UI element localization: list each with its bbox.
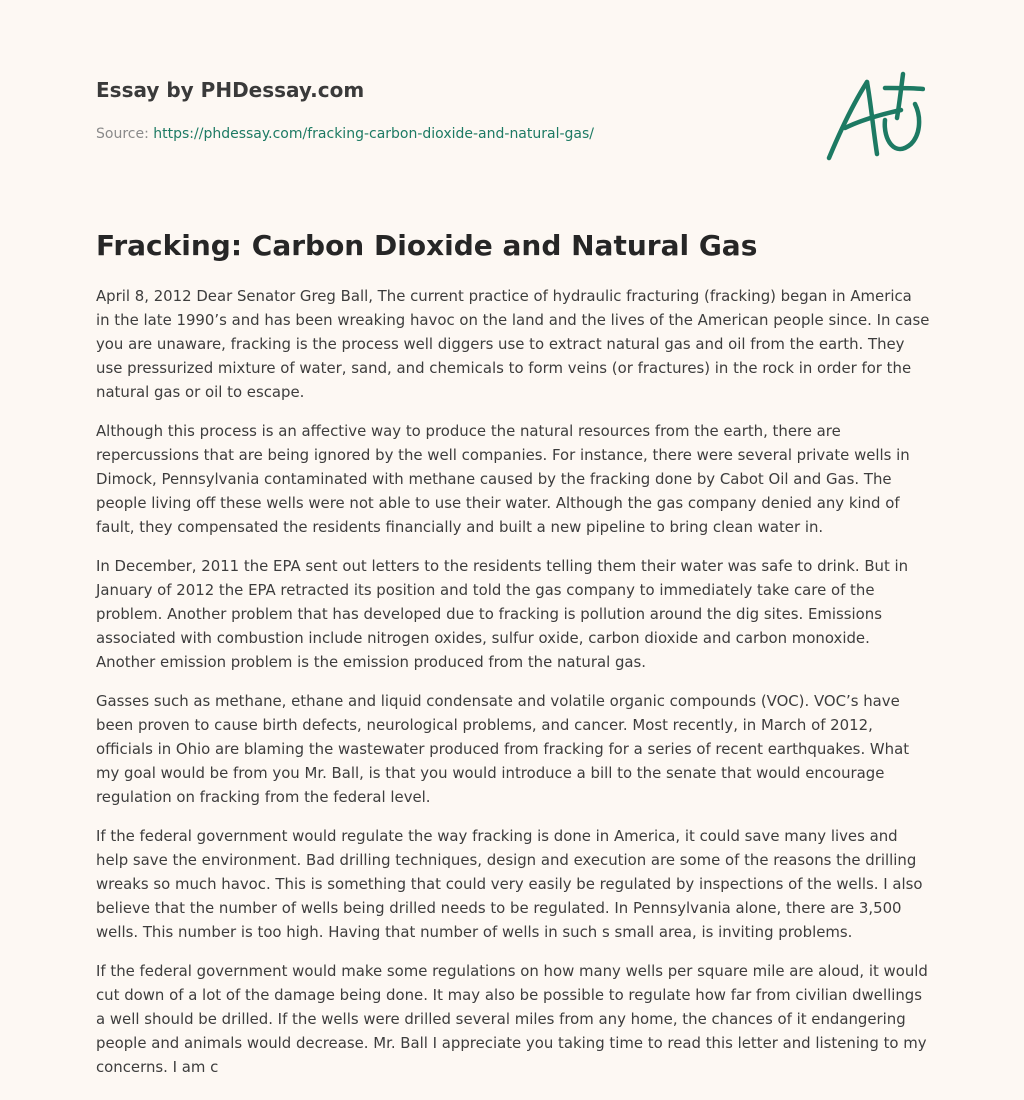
- article-paragraph: Gasses such as methane, ethane and liquid condensate and volatile organic compounds (VOC). VOC’s have been proven to cause birth defects, neurological problems, and cancer. Most recently, in March of 2012, officials in Ohio are blaming the wastewater produced from fracking for a series of recent earthquakes. What my goal would be from you Mr. Ball, is that you would introduce a bill to the senate that would encourage regulation on fracking from the federal level.: [96, 692, 910, 806]
- article-paragraph: Although this process is an affective way to produce the natural resources from the earth, there are repercussions that are being ignored by the well companies. For instance, there were several private wells in Dimock, Pennsylvania contaminated with methane caused by the fracking done by Cabot Oil and Gas. The people living off these wells were not able to use their water. Although the gas company denied any kind of fault, they compensated the residents financially and built a new pipeline to bring clean water in.: [96, 422, 910, 536]
- article-body: [96, 284, 930, 1094]
- article-paragraph: If the federal government would make some regulations on how many wells per square mile are aloud, it would cut down of a lot of the damage being done. It may also be possible to regulate how far from civilian dwellings a well should be drilled. If the wells were drilled several miles from any home, the chances of it endangering people and animals would decrease. Mr. Ball I appreciate you taking time to read this letter and listening to my concerns. I am c: [96, 962, 928, 1076]
- source-label: Source:: [96, 126, 149, 142]
- article-paragraph: April 8, 2012 Dear Senator Greg Ball, The current practice of hydraulic fracturing (fracking) began in America in the late 1990’s and has been wreaking havoc on the land and the lives of the American people since. In case you are unaware, fracking is the process well diggers use to extract natural gas and oil from the earth. They use pressurized mixture of water, sand, and chemicals to form veins (or fractures) in the rock in order for the natural gas or oil to escape.: [96, 287, 930, 401]
- a-plus-logo-icon: [825, 68, 925, 164]
- site-brand: Essay by PHDessay.com: [96, 78, 365, 102]
- article-paragraph: If the federal government would regulate the way fracking is done in America, it could save many lives and help save the environment. Bad drilling techniques, design and execution are some of the reasons the drilling wreaks so much havoc. This is something that could very easily be regulated by inspections of the wells. I also believe that the number of wells being drilled needs to be regulated. In Pennsylvania alone, there are 3,500 wells. This number is too high. Having that number of wells in such s small area, is inviting problems.: [96, 827, 923, 941]
- header: [96, 76, 928, 176]
- article-title: Fracking: Carbon Dioxide and Natural Gas: [96, 229, 758, 262]
- source-link[interactable]: https://phdessay.com/fracking-carbon-dioxide-and-natural-gas/: [153, 126, 595, 142]
- article-paragraph: In December, 2011 the EPA sent out letters to the residents telling them their water was safe to drink. But in January of 2012 the EPA retracted its position and told the gas company to immediately take care of the problem. Another problem that has developed due to fracking is pollution around the dig sites. Emissions associated with combustion include nitrogen oxides, sulfur oxide, carbon dioxide and carbon monoxide. Another emission problem is the emission produced from the natural gas.: [96, 557, 909, 671]
- source-line: [96, 124, 594, 144]
